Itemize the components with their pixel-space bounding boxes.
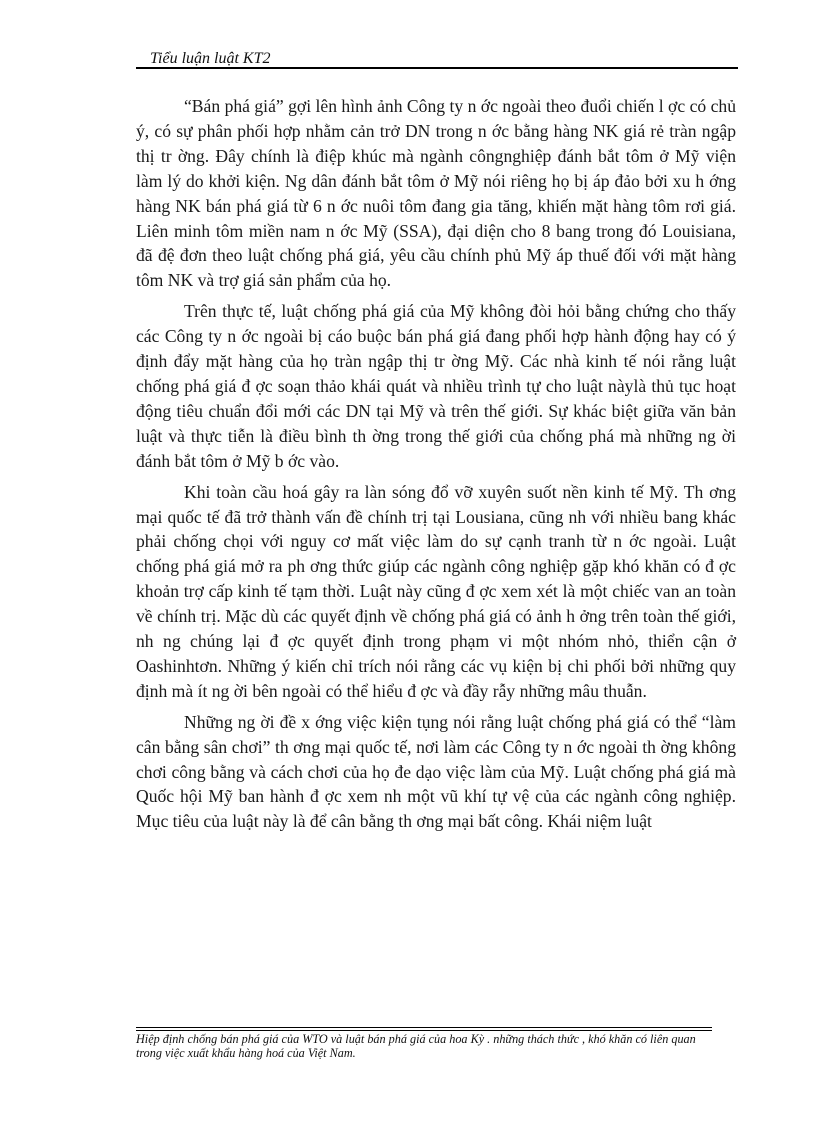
header-divider [136, 67, 738, 69]
paragraph: Khi toàn cầu hoá gây ra làn sóng đổ vỡ xuyên suốt nền kinh tế Mỹ. Th ơng mại quốc tế đã trở thành vấn đề chính trị tại Lousiana, cũng nh với nhiều bang khác phải chống chọi với nguy cơ mất việc làm do sự cạnh tranh từ n ớc ngoài. Luật chống phá giá mở ra ph ơng thức giúp các ngành công nghiệp gặp khó khăn có đ ợc khoản trợ cấp kinh tế tạm thời. Luật này cũng đ ợc xem xét là một chiếc van an toàn về chính trị. Mặc dù các quyết định về chống phá giá có ảnh h ởng trên toàn thế giới, nh ng chúng lại đ ợc quyết định trong phạm vi một nhóm nhỏ, thiển cận ở Oashinhtơn. Những ý kiến chỉ trích nói rằng các vụ kiện bị chi phối bởi những quy định mà ít ng ời bên ngoài có thể hiểu đ ợc và đầy rẫy những mâu thuẫn. [136, 481, 736, 701]
document-body [136, 94, 736, 840]
footer-divider-top [136, 1027, 712, 1028]
paragraph: “Bán phá giá” gợi lên hình ảnh Công ty n ớc ngoài theo đuổi chiến l ợc có chủ ý, có sự phân phối hợp nhằm cản trở DN trong n ớc bằng hàng NK giá rẻ tràn ngập thị tr ờng. Đây chính là điệp khúc mà ngành côngnghiệp đánh bắt tôm ở Mỹ viện làm lý do khởi kiện. Ng dân đánh bắt tôm ở Mỹ nói riêng họ bị áp đảo bởi xu h ớng hàng NK bán phá giá từ 6 n ớc nuôi tôm đang gia tăng, khiến mặt hàng tôm rơi giá. Liên minh tôm miền nam n ớc Mỹ (SSA), đại diện cho 8 bang trong đó Louisiana, đã đệ đơn theo luật chống phá giá, yêu cầu chính phủ Mỹ áp thuế đối với mặt hàng tôm NK và trợ giá sản phẩm của họ. [136, 96, 736, 291]
paragraph: Những ng ời đề x ớng việc kiện tụng nói rằng luật chống phá giá có thể “làm cân bằng sân chơi” th ơng mại quốc tế, nơi làm các Công ty n ớc ngoài th ờng không chơi công bằng và cách chơi của họ đe dạo việc làm của Mỹ. Luật chống phá giá mà Quốc hội Mỹ ban hành đ ợc xem nh một vũ khí tự vệ của các ngành công nghiệp. Mục tiêu của luật này là để cân bằng th ơng mại bất công. Khái niệm luật [136, 711, 736, 832]
page-header-title: Tiểu luận luật KT2 [150, 50, 271, 67]
page-footer-text: Hiệp định chống bán phá giá của WTO và luật bán phá giá của hoa Kỳ . những thách thức , khó khăn có liên quan trong việc xuất khẩu hàng hoá của Việt Nam. [136, 1032, 696, 1060]
footer-divider-bottom [136, 1030, 712, 1031]
paragraph: Trên thực tế, luật chống phá giá của Mỹ không đòi hỏi bằng chứng cho thấy các Công ty n ớc ngoài bị cáo buộc bán phá giá đang phối hợp hành động hay có ý định đẩy mặt hàng của họ tràn ngập thị tr ờng Mỹ. Các nhà kinh tế nói rằng luật chống phá giá đ ợc soạn thảo khái quát và nhiều trình tự cho luật nàylà thủ tục hoạt động tiêu chuẩn đổi mới các DN tại Mỹ và trên thế giới. Sự khác biệt giữa văn bản luật và thực tiễn là điều bình th ờng trong thế giới của chống phá mà những ng ời đánh bắt tôm ở Mỹ b ớc vào. [136, 301, 736, 471]
